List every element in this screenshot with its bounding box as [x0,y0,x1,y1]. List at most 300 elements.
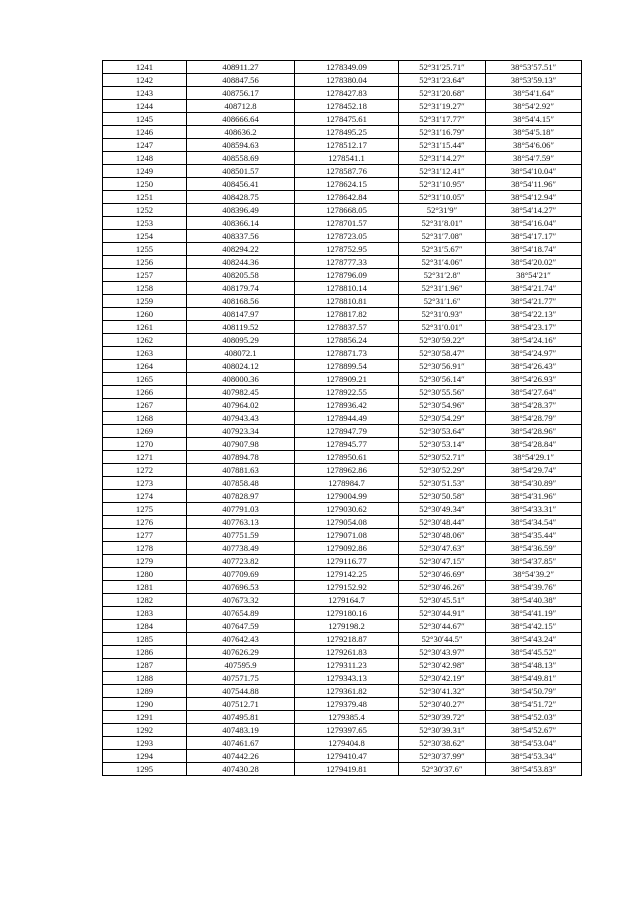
longitude-cell: 38°54′29.1″ [486,451,582,464]
latitude-cell: 52°31′0.01″ [399,321,486,334]
latitude-cell: 52°30′43.97″ [399,646,486,659]
longitude-cell: 38°54′51.72″ [486,698,582,711]
longitude-cell: 38°54′36.59″ [486,542,582,555]
latitude-cell: 52°30′53.14″ [399,438,486,451]
x-coordinate-cell: 407571.75 [187,672,295,685]
x-coordinate-cell: 408072.1 [187,347,295,360]
longitude-cell: 38°54′20.02″ [486,256,582,269]
latitude-cell: 52°31′10.05″ [399,191,486,204]
latitude-cell: 52°30′47.63″ [399,542,486,555]
longitude-cell: 38°54′28.96″ [486,425,582,438]
table-row [103,646,582,659]
x-coordinate-cell: 407723.82 [187,555,295,568]
y-coordinate-cell: 1279180.16 [295,607,399,620]
longitude-cell: 38°54′30.89″ [486,477,582,490]
longitude-cell: 38°54′42.15″ [486,620,582,633]
y-coordinate-cell: 1279261.83 [295,646,399,659]
table-row [103,555,582,568]
x-coordinate-cell: 408456.41 [187,178,295,191]
x-coordinate-cell: 407894.78 [187,451,295,464]
y-coordinate-cell: 1278899.54 [295,360,399,373]
latitude-cell: 52°31′16.79″ [399,126,486,139]
x-coordinate-cell: 407442.26 [187,750,295,763]
x-coordinate-cell: 407964.02 [187,399,295,412]
point-number-cell: 1294 [103,750,187,763]
table-row [103,698,582,711]
table-row [103,373,582,386]
coordinates-table-body [103,61,582,776]
longitude-cell: 38°54′53.34″ [486,750,582,763]
point-number-cell: 1281 [103,581,187,594]
x-coordinate-cell: 408168.56 [187,295,295,308]
table-row [103,490,582,503]
y-coordinate-cell: 1278349.09 [295,61,399,74]
table-row [103,295,582,308]
table-row [103,737,582,750]
x-coordinate-cell: 407828.97 [187,490,295,503]
latitude-cell: 52°30′37.6″ [399,763,486,776]
x-coordinate-cell: 407483.19 [187,724,295,737]
x-coordinate-cell: 408147.97 [187,308,295,321]
y-coordinate-cell: 1278624.15 [295,178,399,191]
x-coordinate-cell: 408911.27 [187,61,295,74]
latitude-cell: 52°31′14.27″ [399,152,486,165]
longitude-cell: 38°54′18.74″ [486,243,582,256]
latitude-cell: 52°30′46.69″ [399,568,486,581]
longitude-cell: 38°54′21.77″ [486,295,582,308]
longitude-cell: 38°54′48.13″ [486,659,582,672]
longitude-cell: 38°54′45.52″ [486,646,582,659]
latitude-cell: 52°30′52.71″ [399,451,486,464]
x-coordinate-cell: 407647.59 [187,620,295,633]
y-coordinate-cell: 1279404.8 [295,737,399,750]
x-coordinate-cell: 408366.14 [187,217,295,230]
longitude-cell: 38°54′21″ [486,269,582,282]
x-coordinate-cell: 407923.34 [187,425,295,438]
point-number-cell: 1262 [103,334,187,347]
x-coordinate-cell: 407738.49 [187,542,295,555]
longitude-cell: 38°54′40.38″ [486,594,582,607]
point-number-cell: 1260 [103,308,187,321]
longitude-cell: 38°54′29.74″ [486,464,582,477]
y-coordinate-cell: 1279071.08 [295,529,399,542]
y-coordinate-cell: 1278380.04 [295,74,399,87]
table-row [103,477,582,490]
latitude-cell: 52°30′45.51″ [399,594,486,607]
x-coordinate-cell: 408847.56 [187,74,295,87]
table-row [103,178,582,191]
longitude-cell: 38°54′37.85″ [486,555,582,568]
longitude-cell: 38°54′43.24″ [486,633,582,646]
table-row [103,347,582,360]
y-coordinate-cell: 1278950.61 [295,451,399,464]
latitude-cell: 52°30′58.47″ [399,347,486,360]
latitude-cell: 52°30′48.06″ [399,529,486,542]
x-coordinate-cell: 408428.75 [187,191,295,204]
x-coordinate-cell: 407751.59 [187,529,295,542]
longitude-cell: 38°54′52.67″ [486,724,582,737]
y-coordinate-cell: 1278723.05 [295,230,399,243]
y-coordinate-cell: 1278810.81 [295,295,399,308]
y-coordinate-cell: 1279142.25 [295,568,399,581]
x-coordinate-cell: 408179.74 [187,282,295,295]
point-number-cell: 1246 [103,126,187,139]
table-row [103,74,582,87]
table-row [103,126,582,139]
point-number-cell: 1261 [103,321,187,334]
latitude-cell: 52°30′39.31″ [399,724,486,737]
y-coordinate-cell: 1278947.79 [295,425,399,438]
y-coordinate-cell: 1278909.21 [295,373,399,386]
point-number-cell: 1279 [103,555,187,568]
x-coordinate-cell: 407654.89 [187,607,295,620]
latitude-cell: 52°31′12.41″ [399,165,486,178]
x-coordinate-cell: 408712.8 [187,100,295,113]
point-number-cell: 1252 [103,204,187,217]
point-number-cell: 1283 [103,607,187,620]
x-coordinate-cell: 408337.56 [187,230,295,243]
table-row [103,269,582,282]
y-coordinate-cell: 1279361.82 [295,685,399,698]
table-row [103,100,582,113]
point-number-cell: 1258 [103,282,187,295]
x-coordinate-cell: 408095.29 [187,334,295,347]
x-coordinate-cell: 407791.03 [187,503,295,516]
longitude-cell: 38°54′39.76″ [486,581,582,594]
y-coordinate-cell: 1278777.33 [295,256,399,269]
longitude-cell: 38°54′22.13″ [486,308,582,321]
table-row [103,620,582,633]
point-number-cell: 1284 [103,620,187,633]
x-coordinate-cell: 408294.22 [187,243,295,256]
point-number-cell: 1278 [103,542,187,555]
longitude-cell: 38°54′4.15″ [486,113,582,126]
x-coordinate-cell: 407858.48 [187,477,295,490]
point-number-cell: 1272 [103,464,187,477]
latitude-cell: 52°31′17.77″ [399,113,486,126]
y-coordinate-cell: 1279030.62 [295,503,399,516]
y-coordinate-cell: 1279410.47 [295,750,399,763]
longitude-cell: 38°54′28.79″ [486,412,582,425]
point-number-cell: 1269 [103,425,187,438]
longitude-cell: 38°54′28.84″ [486,438,582,451]
y-coordinate-cell: 1278962.86 [295,464,399,477]
table-row [103,152,582,165]
x-coordinate-cell: 407461.67 [187,737,295,750]
table-row [103,672,582,685]
point-number-cell: 1289 [103,685,187,698]
y-coordinate-cell: 1278936.42 [295,399,399,412]
point-number-cell: 1277 [103,529,187,542]
latitude-cell: 52°30′51.53″ [399,477,486,490]
table-row [103,438,582,451]
latitude-cell: 52°31′5.67″ [399,243,486,256]
x-coordinate-cell: 407943.43 [187,412,295,425]
longitude-cell: 38°54′11.96″ [486,178,582,191]
x-coordinate-cell: 408594.63 [187,139,295,152]
y-coordinate-cell: 1278541.1 [295,152,399,165]
x-coordinate-cell: 408244.36 [187,256,295,269]
point-number-cell: 1280 [103,568,187,581]
latitude-cell: 52°30′55.56″ [399,386,486,399]
y-coordinate-cell: 1279152.92 [295,581,399,594]
x-coordinate-cell: 407642.43 [187,633,295,646]
point-number-cell: 1248 [103,152,187,165]
table-row [103,594,582,607]
longitude-cell: 38°54′53.83″ [486,763,582,776]
latitude-cell: 52°31′2.8″ [399,269,486,282]
y-coordinate-cell: 1279054.08 [295,516,399,529]
x-coordinate-cell: 408501.57 [187,165,295,178]
latitude-cell: 52°31′8.01″ [399,217,486,230]
point-number-cell: 1249 [103,165,187,178]
table-row [103,711,582,724]
point-number-cell: 1242 [103,74,187,87]
longitude-cell: 38°54′53.04″ [486,737,582,750]
table-row [103,763,582,776]
longitude-cell: 38°54′24.97″ [486,347,582,360]
point-number-cell: 1245 [103,113,187,126]
latitude-cell: 52°30′46.26″ [399,581,486,594]
table-row [103,308,582,321]
latitude-cell: 52°31′1.96″ [399,282,486,295]
table-row [103,204,582,217]
x-coordinate-cell: 408666.64 [187,113,295,126]
x-coordinate-cell: 407626.29 [187,646,295,659]
y-coordinate-cell: 1278495.25 [295,126,399,139]
y-coordinate-cell: 1278752.95 [295,243,399,256]
x-coordinate-cell: 407673.32 [187,594,295,607]
table-row [103,399,582,412]
point-number-cell: 1276 [103,516,187,529]
table-row [103,321,582,334]
point-number-cell: 1285 [103,633,187,646]
table-row [103,139,582,152]
latitude-cell: 52°30′37.99″ [399,750,486,763]
x-coordinate-cell: 407982.45 [187,386,295,399]
latitude-cell: 52°30′53.64″ [399,425,486,438]
latitude-cell: 52°30′49.34″ [399,503,486,516]
point-number-cell: 1275 [103,503,187,516]
point-number-cell: 1266 [103,386,187,399]
table-row [103,568,582,581]
table-row [103,165,582,178]
latitude-cell: 52°31′0.93″ [399,308,486,321]
latitude-cell: 52°30′40.27″ [399,698,486,711]
point-number-cell: 1244 [103,100,187,113]
point-number-cell: 1265 [103,373,187,386]
table-row [103,451,582,464]
table-row [103,113,582,126]
point-number-cell: 1270 [103,438,187,451]
point-number-cell: 1286 [103,646,187,659]
x-coordinate-cell: 407595.9 [187,659,295,672]
table-row [103,464,582,477]
latitude-cell: 52°31′7.08″ [399,230,486,243]
x-coordinate-cell: 408756.17 [187,87,295,100]
latitude-cell: 52°31′10.95″ [399,178,486,191]
point-number-cell: 1267 [103,399,187,412]
table-row [103,607,582,620]
longitude-cell: 38°54′39.2″ [486,568,582,581]
latitude-cell: 52°30′47.15″ [399,555,486,568]
x-coordinate-cell: 407544.88 [187,685,295,698]
latitude-cell: 52°30′39.72″ [399,711,486,724]
table-row [103,87,582,100]
point-number-cell: 1254 [103,230,187,243]
y-coordinate-cell: 1278452.18 [295,100,399,113]
table-row [103,542,582,555]
y-coordinate-cell: 1279419.81 [295,763,399,776]
point-number-cell: 1273 [103,477,187,490]
table-row [103,243,582,256]
y-coordinate-cell: 1278668.05 [295,204,399,217]
longitude-cell: 38°54′7.59″ [486,152,582,165]
y-coordinate-cell: 1279379.48 [295,698,399,711]
x-coordinate-cell: 408636.2 [187,126,295,139]
latitude-cell: 52°30′50.58″ [399,490,486,503]
longitude-cell: 38°54′33.31″ [486,503,582,516]
point-number-cell: 1241 [103,61,187,74]
longitude-cell: 38°54′17.17″ [486,230,582,243]
table-row [103,685,582,698]
point-number-cell: 1292 [103,724,187,737]
y-coordinate-cell: 1278587.76 [295,165,399,178]
point-number-cell: 1264 [103,360,187,373]
x-coordinate-cell: 407881.63 [187,464,295,477]
x-coordinate-cell: 407763.13 [187,516,295,529]
x-coordinate-cell: 408558.69 [187,152,295,165]
latitude-cell: 52°31′1.6″ [399,295,486,308]
latitude-cell: 52°31′19.27″ [399,100,486,113]
y-coordinate-cell: 1279164.7 [295,594,399,607]
y-coordinate-cell: 1278512.17 [295,139,399,152]
point-number-cell: 1268 [103,412,187,425]
table-row [103,750,582,763]
latitude-cell: 52°30′54.96″ [399,399,486,412]
longitude-cell: 38°54′31.96″ [486,490,582,503]
longitude-cell: 38°54′35.44″ [486,529,582,542]
coordinates-table [102,60,582,776]
latitude-cell: 52°31′23.64″ [399,74,486,87]
longitude-cell: 38°54′5.18″ [486,126,582,139]
table-row [103,412,582,425]
table-row [103,503,582,516]
y-coordinate-cell: 1279311.23 [295,659,399,672]
y-coordinate-cell: 1278945.77 [295,438,399,451]
point-number-cell: 1259 [103,295,187,308]
y-coordinate-cell: 1278796.09 [295,269,399,282]
x-coordinate-cell: 407709.69 [187,568,295,581]
x-coordinate-cell: 407696.53 [187,581,295,594]
table-row [103,425,582,438]
latitude-cell: 52°30′38.62″ [399,737,486,750]
latitude-cell: 52°30′44.67″ [399,620,486,633]
table-row [103,360,582,373]
y-coordinate-cell: 1279218.87 [295,633,399,646]
table-row [103,516,582,529]
longitude-cell: 38°54′52.03″ [486,711,582,724]
x-coordinate-cell: 408205.58 [187,269,295,282]
y-coordinate-cell: 1278984.7 [295,477,399,490]
table-row [103,217,582,230]
x-coordinate-cell: 408119.52 [187,321,295,334]
latitude-cell: 52°31′25.71″ [399,61,486,74]
x-coordinate-cell: 407495.81 [187,711,295,724]
x-coordinate-cell: 407430.28 [187,763,295,776]
table-row [103,529,582,542]
point-number-cell: 1282 [103,594,187,607]
table-row [103,256,582,269]
point-number-cell: 1287 [103,659,187,672]
y-coordinate-cell: 1279092.86 [295,542,399,555]
longitude-cell: 38°54′27.64″ [486,386,582,399]
point-number-cell: 1247 [103,139,187,152]
table-row [103,230,582,243]
y-coordinate-cell: 1279116.77 [295,555,399,568]
x-coordinate-cell: 407907.98 [187,438,295,451]
latitude-cell: 52°30′44.91″ [399,607,486,620]
longitude-cell: 38°54′12.94″ [486,191,582,204]
point-number-cell: 1243 [103,87,187,100]
latitude-cell: 52°30′56.14″ [399,373,486,386]
y-coordinate-cell: 1278427.83 [295,87,399,100]
latitude-cell: 52°31′20.68″ [399,87,486,100]
y-coordinate-cell: 1278642.84 [295,191,399,204]
point-number-cell: 1291 [103,711,187,724]
table-row [103,633,582,646]
latitude-cell: 52°30′41.32″ [399,685,486,698]
x-coordinate-cell: 407512.71 [187,698,295,711]
point-number-cell: 1290 [103,698,187,711]
longitude-cell: 38°54′41.19″ [486,607,582,620]
longitude-cell: 38°53′57.51″ [486,61,582,74]
table-row [103,724,582,737]
longitude-cell: 38°54′34.54″ [486,516,582,529]
table-row [103,386,582,399]
latitude-cell: 52°30′59.22″ [399,334,486,347]
latitude-cell: 52°30′48.44″ [399,516,486,529]
point-number-cell: 1255 [103,243,187,256]
y-coordinate-cell: 1279397.65 [295,724,399,737]
latitude-cell: 52°30′52.29″ [399,464,486,477]
y-coordinate-cell: 1279004.99 [295,490,399,503]
latitude-cell: 52°31′15.44″ [399,139,486,152]
point-number-cell: 1293 [103,737,187,750]
longitude-cell: 38°54′50.79″ [486,685,582,698]
longitude-cell: 38°54′16.04″ [486,217,582,230]
point-number-cell: 1295 [103,763,187,776]
point-number-cell: 1253 [103,217,187,230]
point-number-cell: 1251 [103,191,187,204]
longitude-cell: 38°54′49.81″ [486,672,582,685]
table-row [103,61,582,74]
x-coordinate-cell: 408024.12 [187,360,295,373]
latitude-cell: 52°30′42.98″ [399,659,486,672]
longitude-cell: 38°54′28.37″ [486,399,582,412]
y-coordinate-cell: 1279343.13 [295,672,399,685]
longitude-cell: 38°54′26.43″ [486,360,582,373]
x-coordinate-cell: 408396.49 [187,204,295,217]
table-row [103,581,582,594]
table-row [103,191,582,204]
point-number-cell: 1271 [103,451,187,464]
longitude-cell: 38°54′10.04″ [486,165,582,178]
y-coordinate-cell: 1278475.61 [295,113,399,126]
y-coordinate-cell: 1278810.14 [295,282,399,295]
latitude-cell: 52°30′44.5″ [399,633,486,646]
point-number-cell: 1256 [103,256,187,269]
